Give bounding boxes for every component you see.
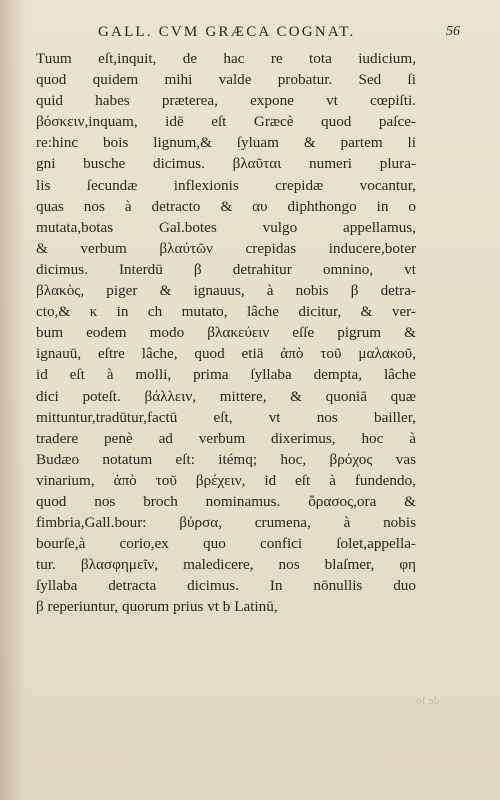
- text-line: bourſe,à corio,ex quo confici ſolet,appella-: [36, 535, 416, 553]
- text-line: ignauū, eſtre lâche, quod etiā ἀπὸ τοῦ μαλακοῦ,: [36, 345, 416, 363]
- text-line: bum eodem modo βλακεύειν eſſe pigrum &: [36, 324, 416, 342]
- page-header: [98, 24, 460, 46]
- text-line: quas nos à detracto & αυ diphthongo in o: [36, 197, 416, 215]
- text-line: quid habes præterea, expone vt cœpiſti.: [36, 92, 416, 110]
- text-line: β reperiuntur, quorum prius vt b Latinū,: [36, 598, 278, 616]
- text-line: vinarium, ἀπὸ τοῦ βρέχειν, id eſt à fundendo,: [36, 471, 416, 489]
- text-line: id eſt à molli, prima ſyllaba dempta, lâche: [36, 366, 416, 384]
- running-head: GALL. CVM GRÆCA COGNAT.: [98, 24, 356, 40]
- text-line: cto,& κ in ch mutato, lâche dicitur, & ver-: [36, 303, 416, 321]
- text-line: tradere penè ad verbum dixerimus, hoc à: [36, 429, 416, 447]
- text-line: mutata,botas Gal.botes vulgo appellamus,: [36, 218, 416, 236]
- gutter-shadow: [0, 0, 26, 800]
- text-line: tur. βλασφημεῖν, maledicere, nos blaſmer, φη: [36, 556, 416, 574]
- page-number: 56: [446, 24, 460, 39]
- text-line: dici poteſt. βάλλειν, mittere, & quoniā quæ: [36, 387, 416, 405]
- text-line: ſyllaba detracta dicimus. In nōnullis duo: [36, 577, 416, 595]
- bleed-through-ink: de io: [416, 693, 440, 707]
- text-line: dicimus. Interdū β detrahitur omnino, vt: [36, 260, 416, 278]
- text-line: βλακὸς, piger & ignauus, à nobis β detra-: [36, 282, 416, 300]
- text-line: mittuntur,tradūtur,factū eſt, vt nos bailler,: [36, 408, 416, 426]
- body-text: [36, 48, 416, 618]
- text-line: Tuum eſt,inquit, de hac re tota iudicium,: [36, 50, 416, 67]
- text-line: quod nos broch nominamus. ὄρασος,ora &: [36, 492, 416, 510]
- text-line: fimbria,Gall.bour: βύρσα, crumena, à nobis: [36, 514, 416, 532]
- text-line: quod quidem mihi valde probatur. Sed ſi: [36, 71, 416, 89]
- text-line: re:hinc bois lignum,& ſyluam & partem li: [36, 134, 416, 152]
- text-line: βόσκειν,inquam, idē eſt Græcè quod paſce-: [36, 113, 416, 131]
- text-line: & verbum βλαύτῶν crepidas inducere,boter: [36, 239, 416, 257]
- text-line: lis ſecundæ inflexionis crepidæ vocantur,: [36, 176, 416, 194]
- text-line: Budæo notatum eſt: itémq; hoc, βρόχος vas: [36, 450, 416, 468]
- text-line: gni busche dicimus. βλαῦται numeri plura-: [36, 155, 416, 173]
